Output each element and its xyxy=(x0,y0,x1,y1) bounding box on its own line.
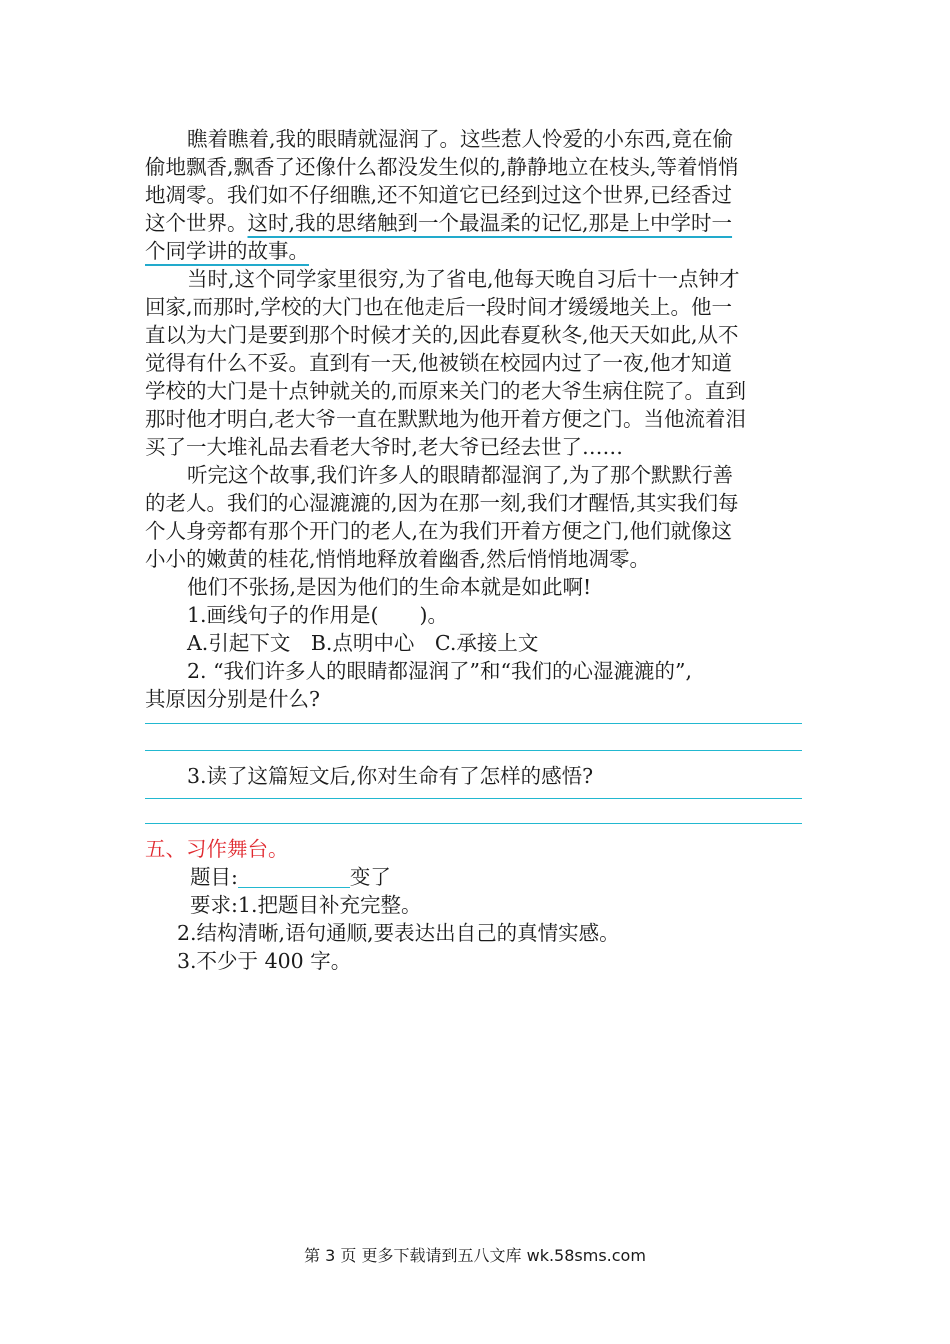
passage-line: 瞧着瞧着,我的眼睛就湿润了。这些惹人怜爱的小东西,竟在偷 xyxy=(187,127,734,151)
passage-line: 回家,而那时,学校的大门也在他走后一段时间才缓缓地关上。他一 xyxy=(145,295,733,319)
question-3: 3.读了这篇短文后,你对生命有了怎样的感悟? xyxy=(187,764,594,788)
passage-line: 买了一大堆礼品去看老大爷时,老大爷已经去世了…… xyxy=(145,435,624,459)
answer-line[interactable] xyxy=(145,798,802,799)
passage-line: 他们不张扬,是因为他们的生命本就是如此啊! xyxy=(187,575,592,599)
essay-title-line xyxy=(190,862,391,892)
underlined-sentence: 个同学讲的故事。 xyxy=(145,239,309,263)
passage-text: 这个世界。 xyxy=(145,211,248,235)
passage-line: 当时,这个同学家里很穷,为了省电,他每天晚自习后十一点钟才 xyxy=(187,267,740,291)
answer-line[interactable] xyxy=(145,823,802,824)
title-prefix: 题目: xyxy=(190,865,238,889)
question-2-cont: 其原因分别是什么? xyxy=(145,687,320,711)
title-blank[interactable] xyxy=(238,867,350,888)
passage-line: 个人身旁都有那个开门的老人,在为我们开着方便之门,他们就像这 xyxy=(145,519,733,543)
question-2: 2. “我们许多人的眼睛都湿润了”和“我们的心湿漉漉的”, xyxy=(187,659,693,683)
passage-line: 直以为大门是要到那个时候才关的,因此春夏秋冬,他天天如此,从不 xyxy=(145,323,739,347)
question-1-options: A.引起下文 B.点明中心 C.承接上文 xyxy=(187,631,539,655)
passage-line: 的老人。我们的心湿漉漉的,因为在那一刻,我们才醒悟,其实我们每 xyxy=(145,491,739,515)
page-footer: 第 3 页 更多下载请到五八文库 wk.58sms.com xyxy=(304,1246,646,1265)
answer-line[interactable] xyxy=(145,750,802,751)
underlined-sentence: 这时,我的思绪触到一个最温柔的记忆,那是上中学时一 xyxy=(247,211,733,235)
answer-line[interactable] xyxy=(145,723,802,724)
passage-line: 偷地飘香,飘香了还像什么都没发生似的,静静地立在枝头,等着悄悄 xyxy=(145,155,739,179)
requirement-1: 要求:1.把题目补充完整。 xyxy=(190,893,422,917)
passage-line: 地凋零。我们如不仔细瞧,还不知道它已经到过这个世界,已经香过 xyxy=(145,183,733,207)
passage-line: 觉得有什么不妥。直到有一天,他被锁在校园内过了一夜,他才知道 xyxy=(145,351,733,375)
passage-line: 小小的嫩黄的桂花,悄悄地释放着幽香,然后悄悄地凋零。 xyxy=(145,547,651,571)
passage-line: 听完这个故事,我们许多人的眼睛都湿润了,为了那个默默行善 xyxy=(187,463,734,487)
passage-line: 学校的大门是十点钟就关的,而原来关门的老大爷生病住院了。直到 xyxy=(145,379,747,403)
title-suffix: 变了 xyxy=(349,865,391,889)
section-heading: 五、习作舞台。 xyxy=(145,837,289,861)
requirement-3: 3.不少于 400 字。 xyxy=(177,949,352,973)
question-1: 1.画线句子的作用是( )。 xyxy=(187,603,449,627)
requirement-2: 2.结构清晰,语句通顺,要表达出自己的真情实感。 xyxy=(177,921,620,945)
passage-line xyxy=(145,208,732,238)
passage-line: 那时他才明白,老大爷一直在默默地为他开着方便之门。当他流着泪 xyxy=(145,407,747,431)
